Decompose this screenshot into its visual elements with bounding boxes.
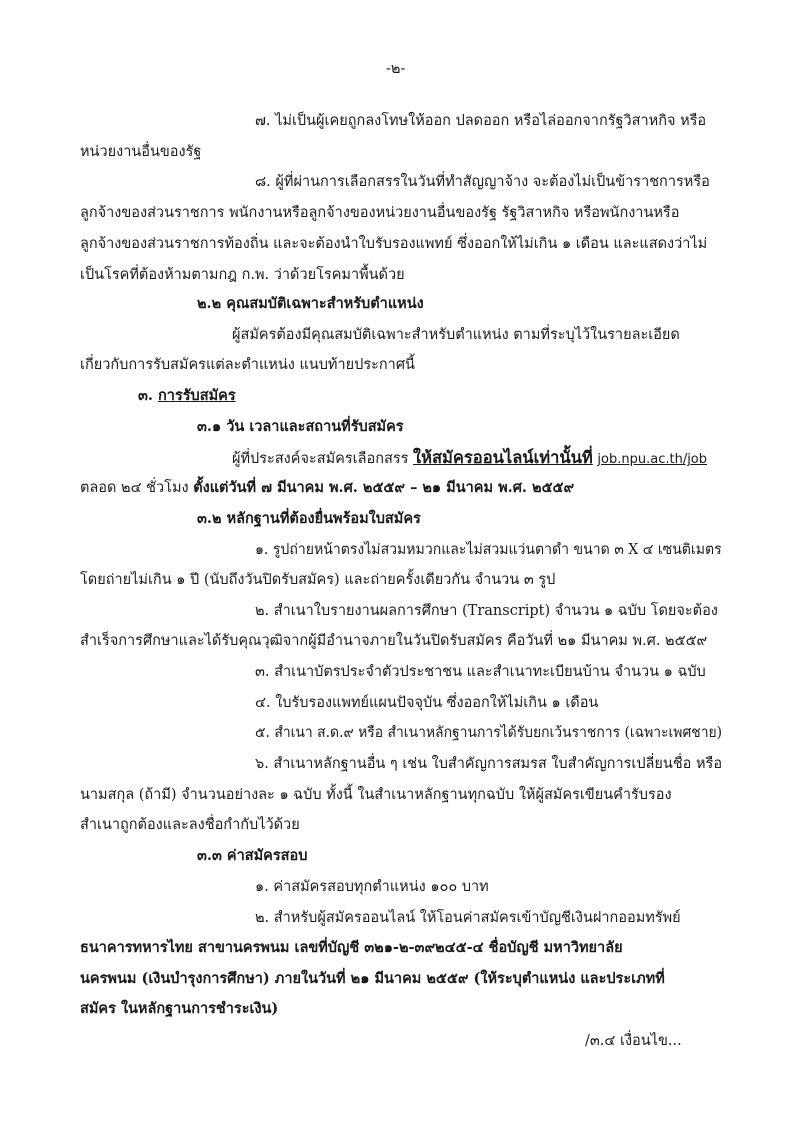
section-3-1-line2 bbox=[80, 481, 574, 496]
fee-item2-line1: ๒. สำหรับผู้สมัครออนไลน์ ให้โอนค่าสมัครเข้าบัญชีเงินฝากออมทรัพย์ bbox=[255, 910, 681, 926]
apply-prefix: ผู้ที่ประสงค์จะสมัครเลือกสรร bbox=[232, 451, 409, 467]
section-3-2-heading: ๓.๒ หลักฐานที่ต้องยื่นพร้อมใบสมัคร bbox=[197, 510, 421, 527]
doc-item5: ๕. สำเนา ส.ด.๙ หรือ สำเนาหลักฐานการได้รับยกเว้นราชการ (เฉพาะเพศชาย) bbox=[255, 725, 723, 741]
item8-line4: เป็นโรคที่ต้องห้ามตามกฎ ก.พ. ว่าด้วยโรคมาพื้นด้วย bbox=[80, 267, 405, 283]
item7-line1 bbox=[255, 114, 717, 129]
apply-online-emphasis: ให้สมัครออนไลน์เท่านั้นที่ bbox=[413, 448, 593, 467]
doc-item6-line2: นามสกุล (ถ้ามี) จำนวนอย่างละ ๑ ฉบับ ทั้งนี้ ในสำเนาหลักฐานทุกฉบับ ให้ผู้สมัครเขียนคำรับรอง bbox=[80, 787, 672, 803]
doc-item6-line3: สำเนาถูกต้องและลงชื่อกำกับไว้ด้วย bbox=[80, 817, 300, 833]
apply-url-link[interactable]: job.npu.ac.th/job bbox=[597, 452, 708, 467]
item8-line3: ลูกจ้างของส่วนราชการท้องถิ่น และจะต้องนำใบรับรองแพทย์ ซึ่งออกให้ไม่เกิน ๑ เดือน และแสดงว่าไม่ bbox=[80, 236, 708, 252]
item8-line1: ๘. ผู้ที่ผ่านการเลือกสรรในวันที่ทำสัญญาจ้าง จะต้องไม่เป็นข้าราชการหรือ bbox=[255, 174, 710, 190]
item7-text: ๗. ไม่เป็นผู้เคยถูกลงโทษให้ออก ปลดออก หรือไล่ออกจากรัฐวิสาหกิจ หรือ bbox=[255, 113, 707, 129]
doc-item3: ๓. สำเนาบัตรประจำตัวประชาชน และสำเนาทะเบียนบ้าน จำนวน ๑ ฉบับ bbox=[255, 664, 706, 680]
doc-item4: ๔. ใบรับรองแพทย์แผนปัจจุบัน ซึ่งออกให้ไม่เกิน ๑ เดือน bbox=[255, 695, 599, 711]
fee-item2-line3: นครพนม (เงินบำรุงการศึกษา) ภายในวันที่ ๒๑ มีนาคม ๒๕๕๙ (ให้ระบุตำแหน่ง และประเภทที่ bbox=[80, 970, 665, 987]
section-3-3-heading: ๓.๓ ค่าสมัครสอบ bbox=[197, 847, 308, 864]
section-3-heading bbox=[138, 389, 236, 404]
section-2-2-line1: ผู้สมัครต้องมีคุณสมบัติเฉพาะสำหรับตำแหน่ง ตามที่ระบุไว้ในรายละเอียด bbox=[232, 327, 680, 343]
section-3-1-heading: ๓.๑ วัน เวลาและสถานที่รับสมัคร bbox=[197, 418, 404, 435]
continuation-marker: /๓.๔ เงื่อนไข... bbox=[585, 1033, 682, 1049]
doc-item2-line2: สำเร็จการศึกษาและได้รับคุณวุฒิจากผู้มีอำนาจภายในวันปิดรับสมัคร คือวันที่ ๒๑ มีนาคม พ.ศ. ๒๕๕๙ bbox=[80, 633, 708, 649]
date-range: ตั้งแต่วันที่ ๗ มีนาคม พ.ศ. ๒๕๕๙ – ๒๑ มีนาคม พ.ศ. ๒๕๕๙ bbox=[193, 479, 575, 496]
section-3-title: การรับสมัคร bbox=[158, 387, 236, 404]
item7-line2: หน่วยงานอื่นของรัฐ bbox=[80, 144, 202, 160]
fee-item1: ๑. ค่าสมัครสอบทุกตำแหน่ง ๑๐๐ บาท bbox=[255, 879, 489, 895]
section-2-2-heading: ๒.๒ คุณสมบัติเฉพาะสำหรับตำแหน่ง bbox=[197, 295, 424, 312]
page-number: -๒- bbox=[386, 61, 406, 77]
doc-item1-line2: โดยถ่ายไม่เกิน ๑ ปี (นับถึงวันปิดรับสมัคร) และถ่ายครั้งเดียวกัน จำนวน ๓ รูป bbox=[80, 572, 556, 588]
section-2-2-line2: เกี่ยวกับการรับสมัครแต่ละตำแหน่ง แนบท้ายประกาศนี้ bbox=[80, 357, 415, 373]
fee-item2-line4: สมัคร ในหลักฐานการชำระเงิน) bbox=[80, 1000, 279, 1017]
doc-item1-line1: ๑. รูปถ่ายหน้าตรงไม่สวมหมวกและไม่สวมแว่นตาดำ ขนาด ๓ X ๔ เซนติเมตร bbox=[255, 542, 722, 558]
doc-item6-line1: ๖. สำเนาหลักฐานอื่น ๆ เช่น ใบสำคัญการสมรส ใบสำคัญการเปลี่ยนชื่อ หรือ bbox=[255, 756, 723, 772]
section-3-number: ๓. bbox=[138, 387, 153, 404]
item8-line2: ลูกจ้างของส่วนราชการ พนักงานหรือลูกจ้างของหน่วยงานอื่นของรัฐ รัฐวิสาหกิจ หรือพนักงานหรือ bbox=[80, 205, 680, 221]
section-3-1-line1 bbox=[232, 450, 707, 467]
fee-item2-line2: ธนาคารทหารไทย สาขานครพนม เลขที่บัญชี ๓๒๑-๒-๓๙๒๔๕-๔ ชื่อบัญชี มหาวิทยาลัย bbox=[80, 939, 623, 956]
hours-text: ตลอด ๒๔ ชั่วโมง bbox=[80, 480, 189, 496]
doc-item2-line1: ๒. สำเนาใบรายงานผลการศึกษา (Transcript) จำนวน ๑ ฉบับ โดยจะต้อง bbox=[255, 603, 718, 619]
